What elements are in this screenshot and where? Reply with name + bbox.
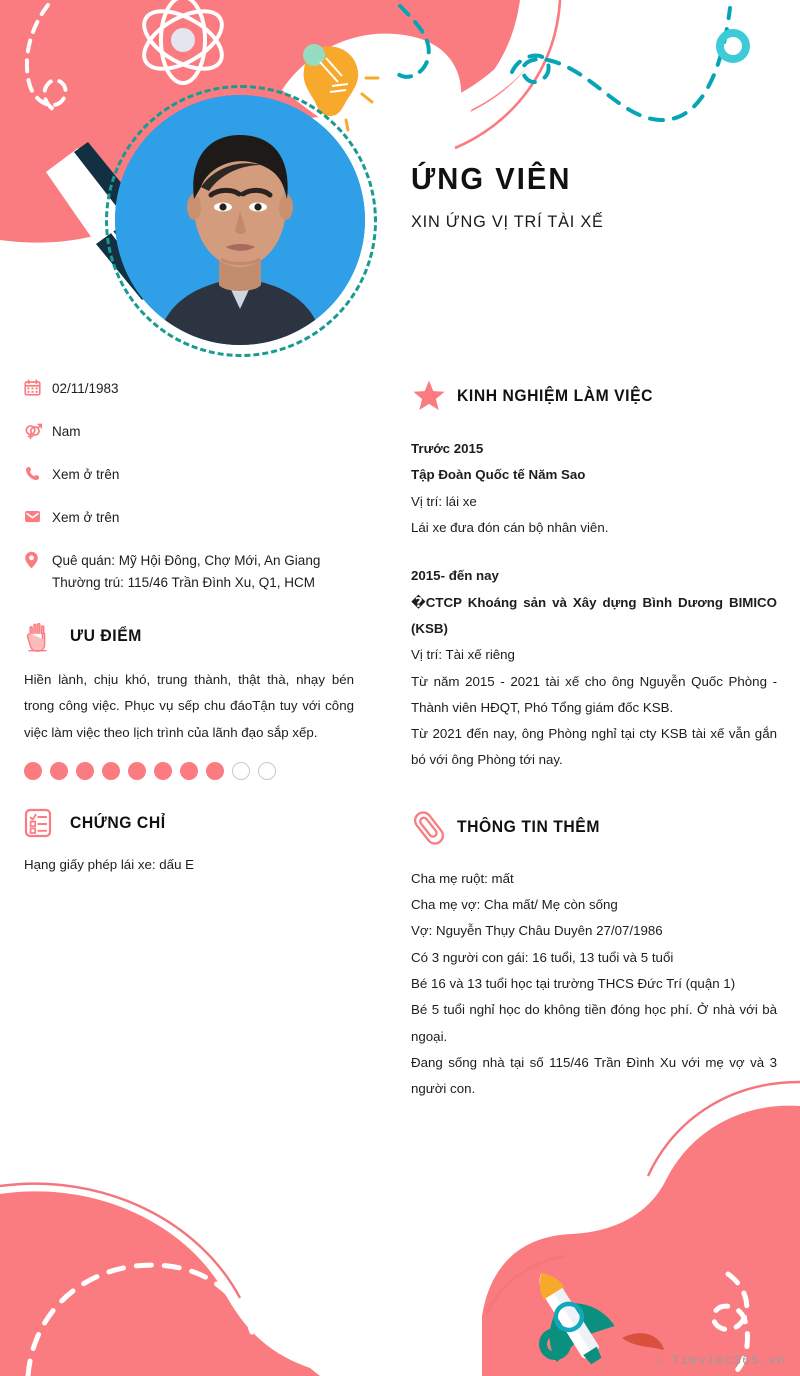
title-block — [411, 163, 612, 232]
extra-info-line: Bé 5 tuổi nghỉ học do không tiền đóng học phí. Ở nhà với bà ngoại. — [411, 1002, 777, 1044]
calendar-icon — [24, 378, 52, 401]
email-icon — [24, 507, 52, 530]
rating-dot — [24, 762, 42, 780]
footer-decoration — [0, 1076, 800, 1376]
rating-dot — [232, 762, 250, 780]
extra-info-heading: THÔNG TIN THÊM — [457, 818, 600, 837]
star-icon — [411, 378, 457, 414]
paperclip-icon — [411, 808, 457, 848]
extra-info-line: Đang sống nhà tại số 115/46 Trần Đình Xu với mẹ vợ và 3 người con. — [411, 1054, 777, 1097]
extra-info-line: Cha mẹ ruột: mất — [411, 870, 514, 886]
location-icon — [24, 550, 52, 573]
contact-value: Xem ở trên — [52, 510, 120, 525]
experience-detail: Từ năm 2015 - 2021 tài xế cho ông Nguyễn Quốc Phòng - Thành viên HĐQT, Phó Tổng giám đốc KSB. — [411, 673, 777, 715]
experience-detail: Từ 2021 đến nay, ông Phòng nghỉ tại cty KSB tài xế vẫn gắn bó với ông Phòng tới nay. — [411, 726, 777, 768]
contact-value: Nam — [52, 424, 81, 439]
experience-detail: Lái xe đưa đón cán bộ nhân viên. — [411, 519, 609, 535]
contact-item-address — [24, 550, 354, 595]
rating-dot — [76, 762, 94, 780]
experience-list — [411, 436, 777, 774]
strengths-heading: ƯU ĐIỂM — [70, 627, 142, 646]
experience-company: Tập Đoàn Quốc tế Năm Sao — [411, 467, 586, 483]
strengths-text: Hiền lành, chịu khó, trung thành, thật thà, nhạy bén trong công việc. Phục vụ sếp chu đáoTận tuy với công việc làm việc theo lịch trình của lãnh đạo sắp xếp. — [24, 671, 354, 740]
contact-value: Xem ở trên — [52, 467, 120, 482]
experience-item — [411, 436, 777, 541]
rating-dot — [206, 762, 224, 780]
certificate-header — [24, 808, 354, 838]
header-banner — [0, 0, 800, 360]
contact-value: Quê quán: Mỹ Hội Đông, Chợ Mới, An Giang Thường trú: 115/46 Trần Đình Xu, Q1, HCM — [52, 553, 321, 591]
rating-dot — [258, 762, 276, 780]
extra-info-list — [411, 866, 777, 1103]
extra-info-section — [411, 808, 777, 1103]
sidebar-column — [24, 378, 354, 879]
experience-detail: Vị trí: Tài xế riêng — [411, 647, 515, 663]
brand-watermark: ∴ Timviec365.vn — [653, 1353, 786, 1368]
experience-detail: Vị trí: lái xe — [411, 493, 477, 509]
avatar — [115, 95, 365, 345]
page-title: ỨNG VIÊN — [411, 161, 572, 196]
extra-info-header — [411, 808, 777, 848]
experience-heading: KINH NGHIỆM LÀM VIỆC — [457, 386, 654, 405]
extra-info-line: Bé 16 và 13 tuổi học tại trường THCS Đức Trí (quận 1) — [411, 976, 736, 991]
extra-info-line: Có 3 người con gái: 16 tuổi, 13 tuổi và 5 tuổi — [411, 949, 674, 965]
experience-item — [411, 563, 777, 774]
certificate-heading: CHỨNG CHỈ — [70, 813, 166, 832]
contact-list — [24, 378, 354, 595]
experience-period: Trước 2015 — [411, 441, 484, 456]
rating-dot — [50, 762, 68, 780]
contact-item-phone[interactable] — [24, 464, 354, 487]
experience-period: 2015- đến nay — [411, 568, 499, 584]
certificate-text: Hạng giấy phép lái xe: dấu E — [24, 857, 195, 873]
rating-dot — [102, 762, 120, 780]
experience-company: �CTCP Khoáng sản và Xây dựng Bình Dương BIMICO (KSB) — [411, 594, 777, 636]
phone-icon — [24, 464, 52, 487]
certificate-section — [24, 808, 354, 879]
strengths-header — [24, 621, 354, 653]
rating-dot — [128, 762, 146, 780]
page-subtitle: XIN ỨNG VỊ TRÍ TÀI XẾ — [411, 212, 604, 231]
contact-value: 02/11/1983 — [52, 381, 119, 396]
experience-header — [411, 378, 777, 414]
strengths-section — [24, 621, 354, 781]
avatar-photo — [115, 95, 365, 345]
extra-info-line: Vợ: Nguyễn Thụy Châu Duyên 27/07/1986 — [411, 923, 663, 939]
checklist-icon — [24, 808, 70, 838]
hand-icon — [24, 621, 70, 653]
main-column — [411, 378, 777, 1103]
ring-decoration — [720, 33, 746, 59]
extra-info-line: Cha mẹ vợ: Cha mất/ Mẹ còn sống — [411, 897, 618, 913]
contact-item-gender — [24, 421, 354, 444]
rating-dot — [180, 762, 198, 780]
contact-item-email[interactable] — [24, 507, 354, 530]
gender-icon — [24, 421, 52, 444]
contact-item-dob — [24, 378, 354, 401]
footer-art — [0, 1076, 800, 1376]
strengths-rating — [24, 762, 354, 780]
experience-section — [411, 378, 777, 774]
rating-dot — [154, 762, 172, 780]
